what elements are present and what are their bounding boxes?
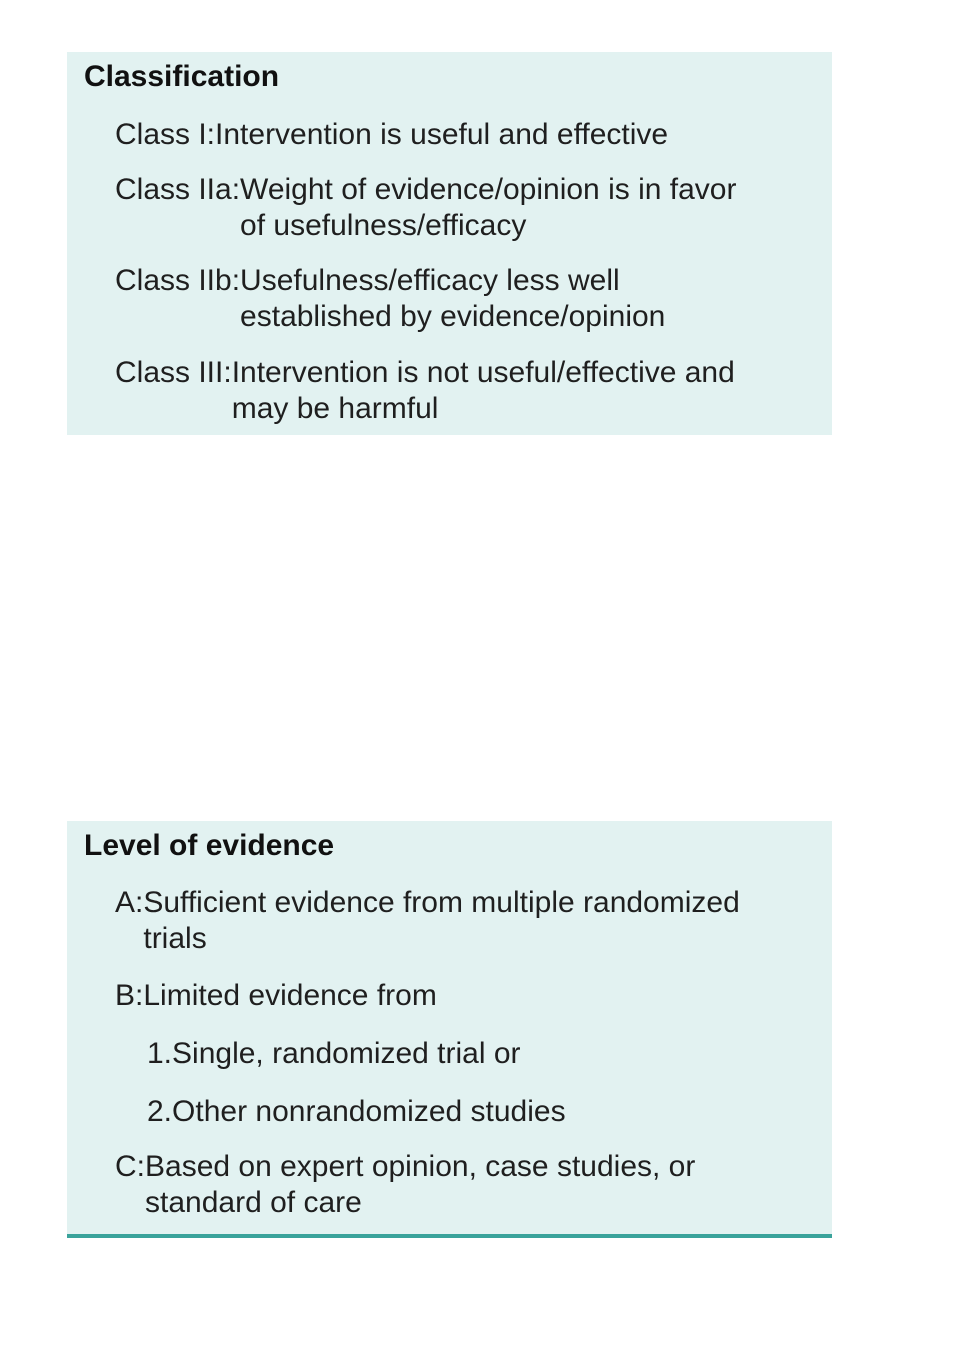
class-iib-label: Class IIb: — [115, 264, 241, 297]
level-b1-text: Single, randomized trial or — [172, 1037, 521, 1070]
level-a-label: A: — [115, 886, 144, 919]
level-b1-item — [147, 1036, 521, 1072]
class-iia-text-line1: Weight of evidence/opinion is in favor — [240, 173, 737, 206]
class-iii-text-line2: may be harmful — [231, 392, 439, 425]
classification-heading: Classification — [84, 60, 280, 93]
level-a-text-line2: trials — [143, 922, 207, 955]
level-c-text-line2: standard of care — [145, 1186, 362, 1219]
level-c-text-line1: Based on expert opinion, case studies, or — [145, 1150, 696, 1183]
level-b2-label: 2. — [147, 1095, 173, 1128]
class-i-item — [115, 117, 668, 153]
class-iii-label: Class III: — [115, 356, 232, 389]
class-iii-text-line1: Intervention is not useful/effective and — [231, 356, 735, 389]
class-iib-text-line1: Usefulness/efficacy less well — [240, 264, 620, 297]
level-of-evidence-panel — [67, 821, 832, 1238]
class-iii-item — [115, 355, 735, 427]
class-iib-text-line2: established by evidence/opinion — [240, 300, 666, 333]
level-b1-label: 1. — [147, 1037, 173, 1070]
class-iia-item — [115, 172, 736, 244]
class-i-text: Intervention is useful and effective — [215, 118, 669, 151]
level-b2-text: Other nonrandomized studies — [172, 1095, 566, 1128]
level-c-item — [115, 1149, 695, 1221]
class-i-label: Class I: — [115, 118, 216, 151]
class-iib-item — [115, 263, 665, 335]
level-c-label: C: — [115, 1150, 145, 1183]
level-b-item — [115, 978, 437, 1014]
level-b2-item — [147, 1094, 566, 1130]
level-a-item — [115, 885, 740, 957]
class-iia-label: Class IIa: — [115, 173, 241, 206]
level-b-label: B: — [115, 979, 144, 1012]
level-of-evidence-heading: Level of evidence — [84, 829, 335, 862]
level-a-text-line1: Sufficient evidence from multiple randomized — [143, 886, 740, 919]
level-b-text: Limited evidence from — [143, 979, 437, 1012]
classification-panel — [67, 52, 832, 435]
class-iia-text-line2: of usefulness/efficacy — [240, 209, 527, 242]
